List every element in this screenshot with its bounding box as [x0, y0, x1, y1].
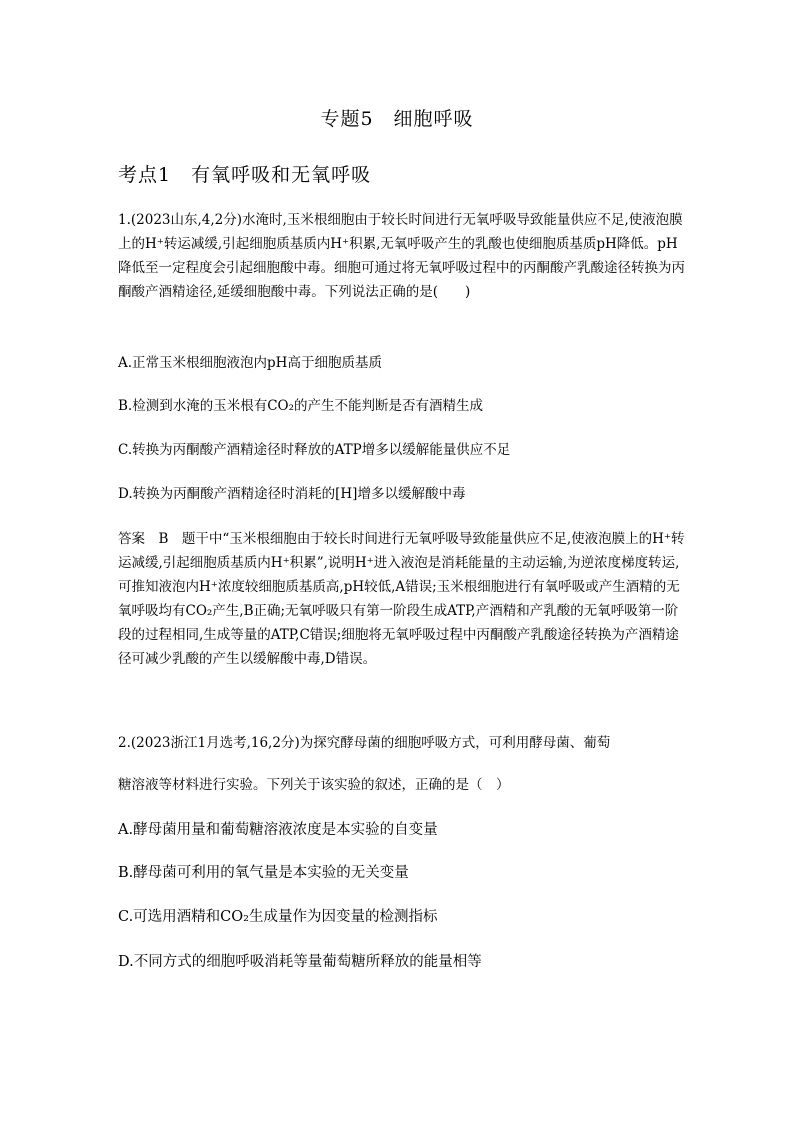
question-2-stem-line-1: 2.(2023浙江1月选考,16,2分)为探究酵母菌的细胞呼吸方式，可利用酵母菌、葡萄 [118, 735, 611, 751]
question-2-stem-line-2: 糖溶液等材料进行实验。下列关于该实验的叙述，正确的是（ ） [118, 777, 510, 793]
question-1-option-c: C.转换为丙酮酸产酒精途径时释放的ATP增多以缓解能量供应不足 [118, 442, 511, 458]
question-2-option-c: C.可选用酒精和CO₂生成量作为因变量的检测指标 [118, 909, 438, 925]
question-2-option-d: D.不同方式的细胞呼吸消耗等量葡萄糖所释放的能量相等 [118, 954, 482, 970]
question-1-stem: 1.(2023山东,4,2分)水淹时,玉米根细胞由于较长时间进行无氧呼吸导致能量供应不足,使液泡膜上的H⁺转运减缓,引起细胞质基质内H⁺积累,无氧呼吸产生的乳酸也使细胞质基质pH降低。pH降低至一定程度会引起细胞酸中毒。细胞可通过将无氧呼吸过程中的丙酮酸产乳酸途径转换为丙酮酸产酒精途径,延缓细胞酸中毒。下列说法正确的是( ) [118, 212, 685, 300]
page-title: 专题5 细胞呼吸 [320, 108, 474, 130]
section-heading: 考点1 有氧呼吸和无氧呼吸 [118, 164, 372, 186]
question-1-option-d: D.转换为丙酮酸产酒精途径时消耗的[H]增多以缓解酸中毒 [118, 486, 466, 502]
question-1-answer: 答案 B 题干中“玉米根细胞由于较长时间进行无氧呼吸导致能量供应不足,使液泡膜上的H⁺转运减缓,引起细胞质基质内H⁺积累”,说明H⁺进入液泡是消耗能量的主动运输,为逆浓度梯度转运,可推知液泡内H⁺浓度较细胞质基质高,pH较低,A错误;玉米根细胞进行有氧呼吸或产生酒精的无氧呼吸均有CO₂产生,B正确;无氧呼吸只有第一阶段生成ATP,产酒精和产乳酸的无氧呼吸第一阶段的过程相同,生成等量的ATP,C错误;细胞将无氧呼吸过程中丙酮酸产乳酸途径转换为产酒精途径可减少乳酸的产生以缓解酸中毒,D错误。 [118, 531, 685, 667]
question-2-option-b: B.酵母菌可利用的氧气量是本实验的无关变量 [118, 865, 409, 881]
question-1-option-b: B.检测到水淹的玉米根有CO₂的产生不能判断是否有酒精生成 [118, 398, 484, 414]
question-1-option-a: A.正常玉米根细胞液泡内pH高于细胞质基质 [118, 355, 382, 371]
question-2-option-a: A.酵母菌用量和葡萄糖溶液浓度是本实验的自变量 [118, 822, 438, 838]
